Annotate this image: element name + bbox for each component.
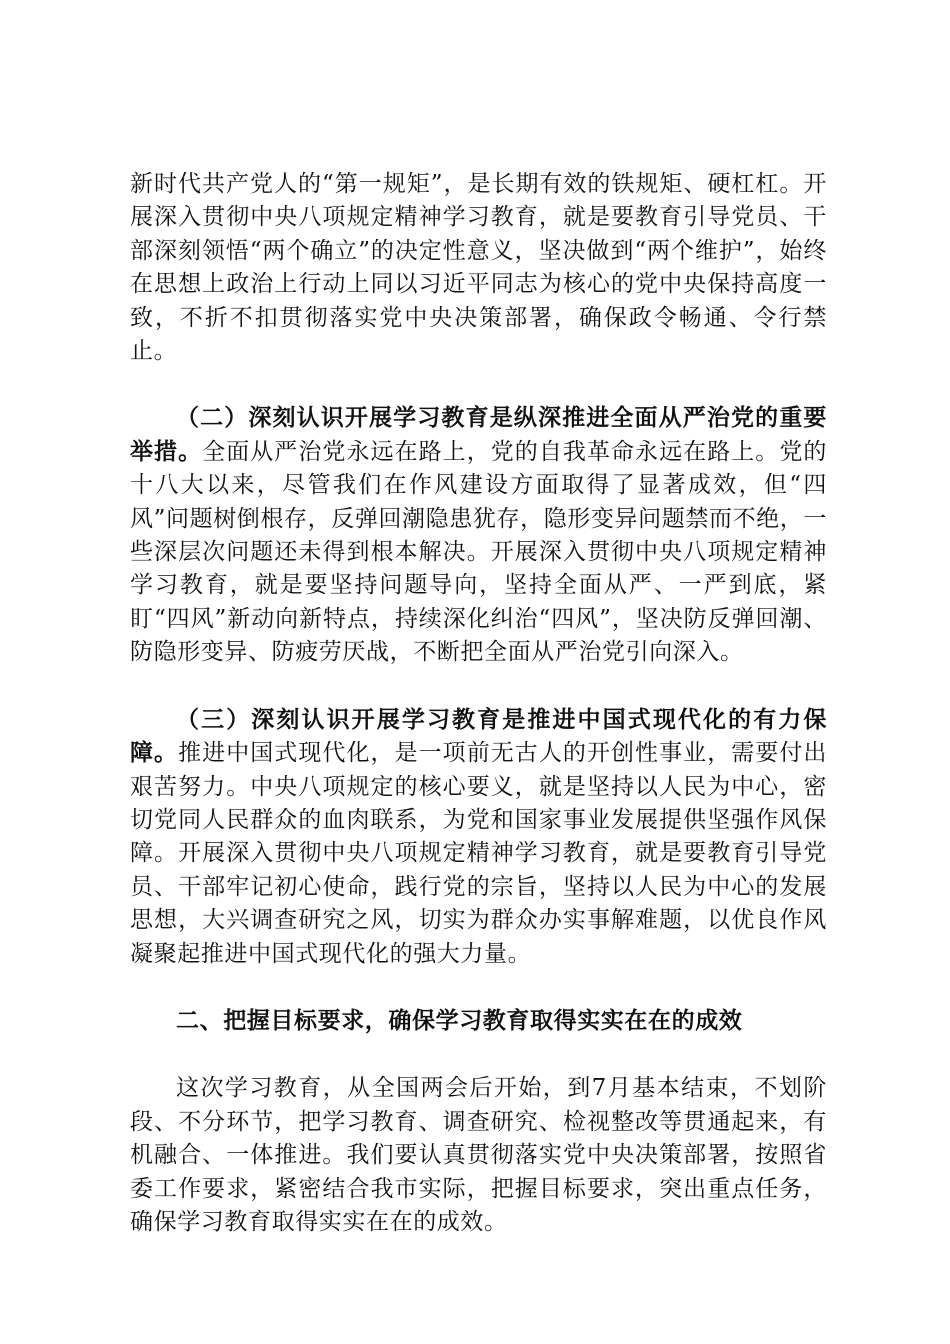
continuation-paragraph: 新时代共产党人的“第一规矩”，是长期有效的铁规矩、硬杠杠。开展深入贯彻中央八项规定精神学习教育，就是要教育引导党员、干部深刻领悟“两个确立”的决定性意义，坚决做到“两个维护”，始终在思想上政治上行动上同以习近平同志为核心的党中央保持高度一致，不折不扣贯彻落实党中央决策部署，确保政令畅通、令行禁止。 xyxy=(130,171,827,365)
section-heading-two: 二、把握目标要求，确保学习教育取得实实在在的成效 xyxy=(176,1007,743,1034)
section-two-lead: （二）深刻认识开展学习教育是纵深推进全面从严治党的重要举措。 xyxy=(130,405,827,465)
document-page xyxy=(130,168,827,1239)
section-three-lead: （三）深刻认识开展学习教育是推进中国式现代化的有力保障。 xyxy=(130,706,827,767)
section-two-paragraph xyxy=(130,402,827,669)
section-two-body: 全面从严治党永远在路上，党的自我革命永远在路上。党的十八大以来，尽管我们在作风建设方面取得了显著成效，但“四风”问题树倒根存，反弹回潮隐患犹存，隐形变异问题禁而不绝，一些深层次问题还未得到根本解决。开展深入贯彻中央八项规定精神学习教育，就是要坚持问题导向，坚持全面从严、一严到底，紧盯“四风”新动向新特点，持续深化纠治“四风”，坚决防反弹回潮、防隐形变异、防疲劳厌战，不断把全面从严治党引向深入。 xyxy=(130,438,827,666)
section-three-paragraph xyxy=(130,704,827,971)
final-paragraph: 这次学习教育，从全国两会后开始，到7月基本结束，不划阶段、不分环节，把学习教育、调查研究、检视整改等贯通起来，有机融合、一体推进。我们要认真贯彻落实党中央决策部署，按照省委工作要求，紧密结合我市实际，把握目标要求，突出重点任务，确保学习教育取得实实在在的成效。 xyxy=(130,1075,827,1235)
section-three-body: 推进中国式现代化，是一项前无古人的开创性事业，需要付出艰苦努力。中央八项规定的核心要义，就是坚持以人民为中心，密切党同人民群众的血肉联系，为党和国家事业发展提供坚强作风保障。开展深入贯彻中央八项规定精神学习教育，就是要教育引导党员、干部牢记初心使命，践行党的宗旨，坚持以人民为中心的发展思想，大兴调查研究之风，切实为群众办实事解难题，以优良作风凝聚起推进中国式现代化的强大力量。 xyxy=(130,740,828,967)
